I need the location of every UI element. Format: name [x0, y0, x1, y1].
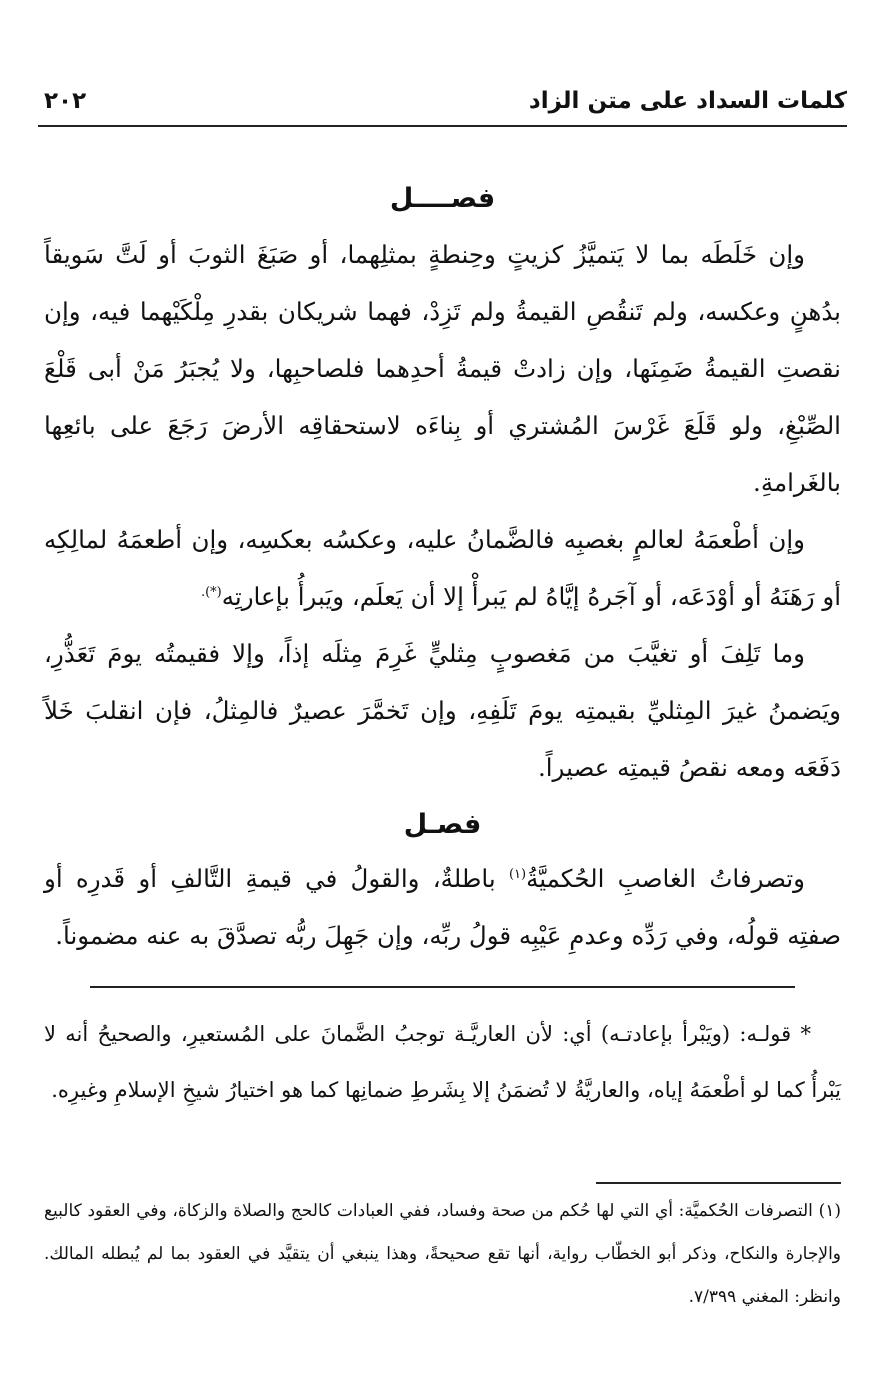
paragraph — [44, 850, 841, 964]
page-header — [38, 86, 847, 126]
header-divider — [38, 125, 847, 127]
paragraph-text: وإن أطْعمَهُ لعالمٍ بغصبِه فالضَّمانُ عليه، وعكسُه بعكسِه، وإن أطعمَهُ لمالِكِه أو رَهَنَهُ أو أوْدَعَه، أو آجَرهُ إيَّاهُ لم يَبرأْ إلا أن يَعلَم، ويَبرأُ بإعارتِه — [44, 525, 841, 611]
note-text: * قولـه: (ويَبْرأ بإعادتـه) أي: لأن العاريَّـة توجبُ الضَّمانَ على المُستعيرِ، والصحيحُ أنه لا يَبْرأُ كما لو أطْعمَهُ إياه، والعاريَّةُ لا تُضمَنُ إلا بِشَرطِ ضمانِها كما هو اختيارُ شيخِ الإسلامِ وغيرِه. — [44, 1022, 841, 1102]
paragraph: وإن خَلَطَه بما لا يَتميَّزُ كزيتٍ وحِنطةٍ بمثلِهما، أو صَبَغَ الثوبَ أو لَتَّ سَويقاً بدُهنٍ وعكسه، ولم تَنقُصِ القيمةُ ولم تَزِدْ، فهما شريكان بقدرِ مِلْكَيْهما فيه، وإن نقصتِ القيمةُ ضَمِنَها، وإن زادتْ قيمةُ أحدِهما فلصاحبِها، ولا يُجبَرُ مَنْ أبى قَلْعَ الصِّبْغِ، ولو قَلَعَ غَرْسَ المُشتري أو بِناءَه لاستحقاقِه الأرضَ رَجَعَ على بائعِها بالغَرامةِ. — [44, 240, 841, 497]
paragraph-text: باطلةٌ، والقولُ في قيمةِ التَّالفِ أو قَدرِه أو صفتِه قولُه، وفي رَدِّه وعدمِ عَيْبِه قولُ ربِّه، وإن جَهِلَ ربُّه تصدَّقَ به عنه مضموناً. — [44, 864, 841, 950]
page-number: ٢٠٢ — [44, 88, 87, 114]
paragraph — [44, 511, 841, 625]
footnote-divider — [596, 1182, 841, 1184]
footnote-reference: (١) — [508, 866, 527, 882]
section-heading: فصـل — [403, 809, 482, 840]
section-heading: فصــــل — [389, 183, 496, 214]
author-note — [44, 1006, 841, 1118]
paragraph-text: وتصرفاتُ الغاصبِ الحُكميَّةُ — [526, 864, 805, 893]
footnote-text: (١) التصرفات الحُكميَّة: أي التي لها حُكم من صحة وفساد، ففي العبادات كالحج والصلاة والزكاة، وفي العقود كالبيع والإجارة والنكاح، وذكر أبو الخطّاب رواية، أنها تقع صحيحةً، وهذا ينبغي أن يتقيَّد في العقود بما لم يُبطله المالك. وانظر: المغني ٧/٣٩٩. — [44, 1201, 841, 1307]
running-title: كلمات السداد على متن الزاد — [528, 88, 847, 114]
note-marker: (*). — [200, 584, 222, 600]
note-divider — [90, 986, 795, 988]
footnote — [44, 1190, 841, 1319]
paragraph: وما تَلِفَ أو تغيَّبَ من مَغصوبٍ مِثليٍّ غَرِمَ مِثلَه إذاً، وإلا فقيمتُه يومَ تَعَذُّرِ، ويَضمنُ غيرَ المِثليِّ بقيمتِه يومَ تَلَفِهِ، وإن تَخمَّرَ عصيرٌ فالمِثلُ، فإن انقلبَ خَلاً دَفَعَه ومعه نقصُ قيمتِه عصيراً. — [44, 639, 841, 782]
main-text — [44, 170, 841, 964]
